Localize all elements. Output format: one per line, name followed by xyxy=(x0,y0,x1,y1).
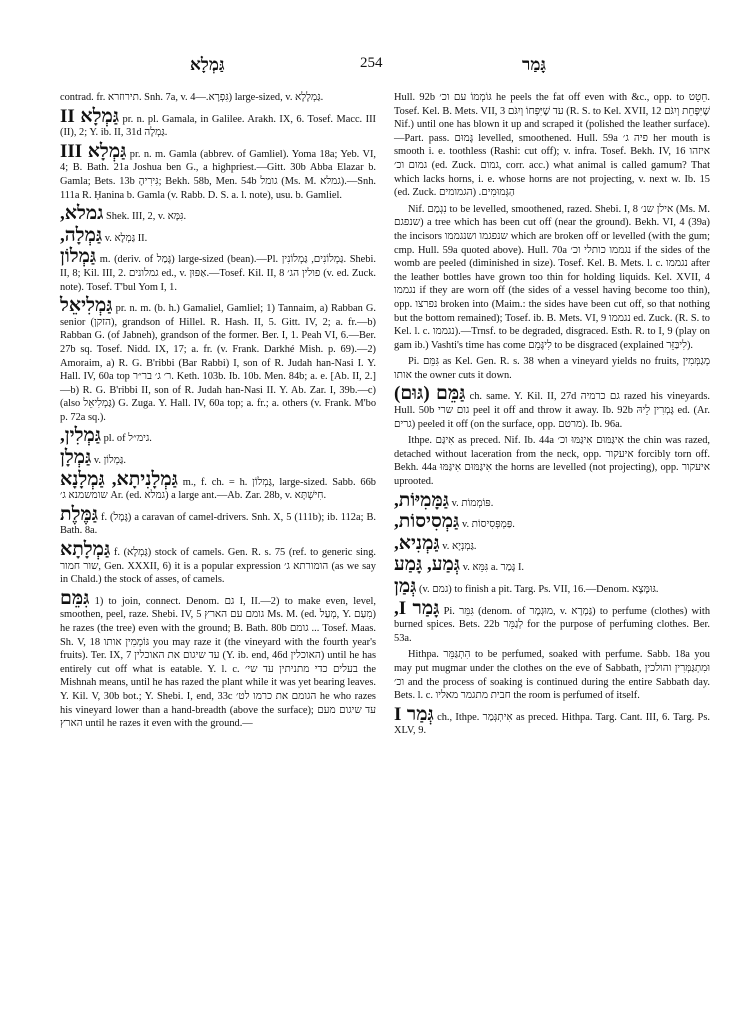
dictionary-entry xyxy=(60,224,376,246)
entry-definition: m., f. ch. = h. גַּמְלוֹן, large-sized. Sabb. 66b שומשמנא ג׳ Ar. (ed. גמלא) a large ant.—Ab. Zar. 28b, v. חִישְׁתָּא. xyxy=(60,476,377,502)
entry-headword: גַּמְנִיא, xyxy=(394,532,440,554)
entry-definition: v. גַּמְלוֹן. xyxy=(93,455,126,467)
entry-definition: pr. n. pl. Gamala, in Galilee. Arakh. IX, 6. Tosef. Macc. III (II), 2; Y. ib. II, 31d גַּמְלָה. xyxy=(60,113,376,139)
dictionary-entry xyxy=(394,489,710,511)
dictionary-entry xyxy=(394,532,710,554)
entry-definition: Hull. 92b גּוֹמְמוֹ עם וכ׳ he peels the fat off even with &c., opp. to חֵטֵט. Tosef. Kel. B. Mets. VII, 3 עד שֶׁיִּפְּחוֹ וְיִגֹּם (R. S. to Kel. XVII, 12 שֶׁיִּפָּחֵת וְיִגֹּם Nif.) until one has blown it up and scraped it (polished the leather surface).—Part. pass. גָּמוּם levelled, smoothened. Hull. 59a פיה ג׳ her mouth is smooth i. e. toothless (Rashi: cut off); v. infra. Tosef. Bekh. IV, 16 איזהו גמום וכ׳ (ed. Zuck. גמום, corr. acc.) what animal is called gamum? That which lacks horns, i. e. whose horns are not projecting, v. next w. Ib. 15 (ed. Zuck. הגמומים) .הַגְּמוּמִים xyxy=(394,92,711,199)
entry-headword: גַּמְלִיאֵל xyxy=(60,295,113,317)
dictionary-entry xyxy=(60,297,376,424)
entry-definition: Shek. III, 2, v. גִּמָּא. xyxy=(105,211,187,223)
entry-headword: גַּמְסִיסוֹת, xyxy=(394,511,460,533)
dictionary-entry xyxy=(394,91,710,200)
entry-definition: v. פַּמְפְּסִיסוֹת. xyxy=(461,519,515,531)
entry-headword: גַּמְלָתָא xyxy=(60,539,111,561)
page-number: 254 xyxy=(360,55,383,71)
dictionary-entry xyxy=(394,556,710,575)
dictionary-entry xyxy=(394,434,710,488)
entry-definition: v. גִּמֵּא a. גָּמַר I. xyxy=(462,562,524,574)
running-head-left: גַּמְלָא xyxy=(190,55,225,75)
entry-definition: pr. n. m. (b. h.) Gamaliel, Gamliel; 1) Tannaim, a) Rabban G. senior (הזקן), grandson of Hillel. R. Hash. II, 5. Gitt. IV, 2; a. fr.—b) Rabban G. (of Jabneh), grandson of the former. Ber. I, 1. Peah VI, 6.—Ber. 27b sq. Tosef. Nidd. IX, 17; a. fr. (v. Frank. Darkhé Mish. p. 69).—2) Amoraim, a) R. G. B'ribbi (Bar Rabbi) I, son of R. Judah han-Nasi I. Y. Hall. IV, 60a top ר׳ ג׳ בר״ר. Keth. 103b. Ib. 10b. Men. 84b; a. e. [Ab. II, 2.]—b) R. G. B'ribbi II, son of R. Judah han-Nasi II. Y. Ab. Zar. I, 39b.—c) (also גַּמְלִיאֵל) G. Zuga. Y. Hall. IV, 60a top; a. fr.; a. others (v. Frank. M'bo p. 72a sq.). xyxy=(60,303,377,423)
entry-headword: גַּמָּמִיּוֹת, xyxy=(394,489,449,511)
entry-definition: f. (גָּמָל) a caravan of camel-drivers. Snh. X, 5 (111b); ib. 112a; B. Bath. 8a. xyxy=(60,511,376,537)
entry-definition: (v. גמם) to finish a pit. Targ. Ps. VII, 16.—Denom. גּוּמָּצָא. xyxy=(419,584,659,595)
dictionary-entry xyxy=(394,513,710,532)
right-column xyxy=(394,91,710,741)
dictionary-entry xyxy=(394,385,710,431)
dictionary-entry xyxy=(60,140,376,202)
entry-definition: pl. of גימ״ל. xyxy=(103,433,152,445)
entry-definition: Nif. נִגְמַם to be levelled, smoothened, razed. Shebi. I, 8 אילן שנ׳ (Ms. M. שנפגם) a tree which has been cut off (near the ground). Bekh. VI, 4 (39a) the incisors שנפגמו ושנגממו which are broken off or levelled (with the gum; cmp. Hull. 59a quoted above). Hull. 70a נגממו כותלי וכ׳ if the sides of the womb are peeled (diminished in size). Tosef. Kel. B. Mets. l. c. נגממו after the leather bottles have grown too thin for holding liquids. Kel. XVII, 4 נגממו if they are worn off (the sides of a vessel having become too thin), opp. נפרצו broken into (Maim.: the sides have been cut off, so that nothing but the bottom remained); Tosef. ib. B. Mets. VI, 9 נגממו ed. Zuck. (R. S. to Kel. l. c. נגממו).—Trnsf. to be degraded, disgraced. Esth. R. to I, 9 (play on gam ib.) Vashti's time has come לִיגָּמֵם to be disgraced (explained לִיבַּזֵּר). xyxy=(394,203,711,351)
entry-headword: גַּמְלָן xyxy=(60,447,92,469)
dictionary-entry xyxy=(60,205,376,224)
page-header xyxy=(60,55,710,77)
entry-headword: גַּמְלָנִיתָא, גַּמְלָנָא xyxy=(60,468,178,490)
dictionary-entry xyxy=(394,203,710,353)
dictionary-entry xyxy=(60,105,376,140)
dictionary-entry xyxy=(60,503,376,538)
entry-definition: Pi. גִּמֵּר (denom. of מוּגְמָר, v. גַּמְרָא) to perfume (clothes) with burned spices. Bets. 22b לְגַמֵּר for the purpose of perfuming clothes. Ber. 53a. xyxy=(394,605,711,644)
dictionary-entry xyxy=(60,427,376,446)
entry-headword: גְּמַר I xyxy=(394,703,434,725)
entry-headword: גִּמֵּם xyxy=(60,587,90,609)
entry-definition: ch., Ithpe. אִיתְגְּמַר as preced. Hithpa. Targ. Cant. III, 6. Targ. Ps. XLV, 9. xyxy=(394,711,710,737)
entry-headword: גְּמַע, גָּמַע xyxy=(394,554,461,576)
dictionary-entry xyxy=(394,703,710,738)
entry-definition: Pi. גִּמֵּם as Kel. Gen. R. s. 38 when a vineyard yields no fruits, מְגַמְּמִין אותו the owner cuts it down. xyxy=(394,356,710,381)
dictionary-entry xyxy=(60,449,376,468)
entry-definition: pr. n. m. Gamla (abbrev. of Gamliel). Yoma 18a; Yeb. VI, 4; B. Bath. 21a Joshua ben G., a highpriest.—Gitt. 30b Abba Elazar b. Gamla; Bets. 13b גִּירִיהָ; Bekh. 58b, Men. 54b גומל (Ms. M. גמלא).—Snh. 111a R. Ḥanina b. Gamla (v. Rabb. D. S. a. l. note), usu. b. Gamliel. xyxy=(60,148,376,201)
dictionary-entry xyxy=(60,587,377,731)
entry-headword: גַּמֵּם (גּוּם) xyxy=(394,383,466,405)
entry-headword: גְּמַן xyxy=(394,576,417,597)
dictionary-entry xyxy=(60,468,377,503)
entry-definition: 1) to join, connect. Denom. גם I, II.—2) to make even, level, smoothen, peel, raze. Shebi. IV, 5 גומם עם הארץ Ms. M. (ed. מְעַל, Y. מִעַם) he razes (the tree) even with the ground; B. Bath. 80b גומם ... Tosef. Maas. Sh. V, 18 גּוֹמְמִין אותו you may raze it (the vineyard with the fourth year's fruits). Ter. IX, 7 עד שיגום את האוכלין (Y. ib. end, 46d האוכלין) until he has entirely cut off what is eatable. Y. l. c. בעלים כדי מתניתין עד שי׳ the Mishnah means, until he has razed the plant while it was yet bearing leaves. Y. Kil. V, 30b bot.; Y. Shebi. I, end, 33c הגומם את כרמו לט׳ he who razes his vineyard lower than a hand-breadth (above the surface); עד שיגום מעם הארץ until he razes it even with the ground.— xyxy=(60,595,377,730)
entry-definition: Hithpa. הִתְגַּמֵּר to be perfumed, soaked with perfume. Sabb. 18a you may put mugmar under the clothes on the eve of Sabbath, וּמִתְגַּמְּרִין והולכין וכ׳ and the process of soaking is continued during the entire Sabbath day. Bets. l. c. חבית מתגמר מאליו the room is perfumed of itself. xyxy=(394,649,711,702)
entry-definition: v. גַּמְלָא II. xyxy=(104,232,148,244)
dictionary-entry xyxy=(394,648,710,702)
dictionary-entry xyxy=(394,597,711,646)
entry-headword: גמלא, xyxy=(60,203,104,225)
entry-headword: גַּמְלָא III xyxy=(60,140,127,162)
entry-definition: v. גַּמְנְיָא. xyxy=(442,540,477,552)
entry-headword: גַּמְלָה, xyxy=(60,224,103,246)
entry-headword: גַּמְלָא II xyxy=(60,105,120,127)
entry-definition: f. (גַּמְלָא) stock of camels. Gen. R. s. 75 (ref. to generic sing. שור חמור, Gen. XXXII, 6) it is a popular expression הומורתא ג׳ (as we say in Chald.) the stock of asses, of camels. xyxy=(60,547,376,586)
dictionary-entry xyxy=(394,578,710,597)
dictionary-page xyxy=(60,55,710,1005)
entry-headword: גַּמְלוֹן xyxy=(60,246,97,268)
dictionary-entry xyxy=(60,91,376,105)
dictionary-entry xyxy=(394,355,710,382)
entry-definition: m. (deriv. of גָּמַל) large-sized (bean).—Pl. גַּמְלוֹנִים, גַּמְלוֹנִין. Shebi. II, 8; Kil. III, 2. גמלונים ed., v. אַפּוּן.—Tosef. Kil. II, 8 פולין הג׳ (v. ed. Zuck. note). Tosef. T'bul Yom I, 1. xyxy=(60,254,376,293)
running-head-right: גָּמַר xyxy=(522,55,547,75)
entry-definition: ch. same. Y. Kil. II, 27d גם כרמיה razed his vineyards. Hull. 50b גום שרי peel it off and throw it away. Ib. 92b גָּמְרִין לֵיהּ ed. (Ar. גרים) peeled it off (on the surface, opp. מרטם). Ib. 96a. xyxy=(394,391,711,430)
left-column xyxy=(60,91,376,734)
entry-definition: Ithpe. אִיגַּם as preced. Nif. Ib. 44a אִיגַּמּוּם אִיגַּמּוּ וכ׳ the chin was razed, detached without laceration from the neck, opp. איעקור forcibly torn off. Bekh. 44a אִיגַּמּוּם אִיגַּמּוּ the horns are levelled (not projecting), opp. איעקור uprooted. xyxy=(394,435,710,488)
entry-headword: גָּמַר I, xyxy=(394,597,440,619)
entry-definition: v. פּוֹמְמוֹת. xyxy=(451,497,494,509)
entry-headword: גַּמְלִין, xyxy=(60,425,101,447)
dictionary-entry xyxy=(60,541,376,587)
entry-definition: contrad. fr. תירוזרא. Snh. 7a, v. גִּפְרָא.—4) large-sized, v. גַּמְלָלָא. xyxy=(60,92,324,103)
dictionary-entry xyxy=(60,248,376,294)
entry-headword: גַּמֶּלֶת xyxy=(60,503,99,525)
